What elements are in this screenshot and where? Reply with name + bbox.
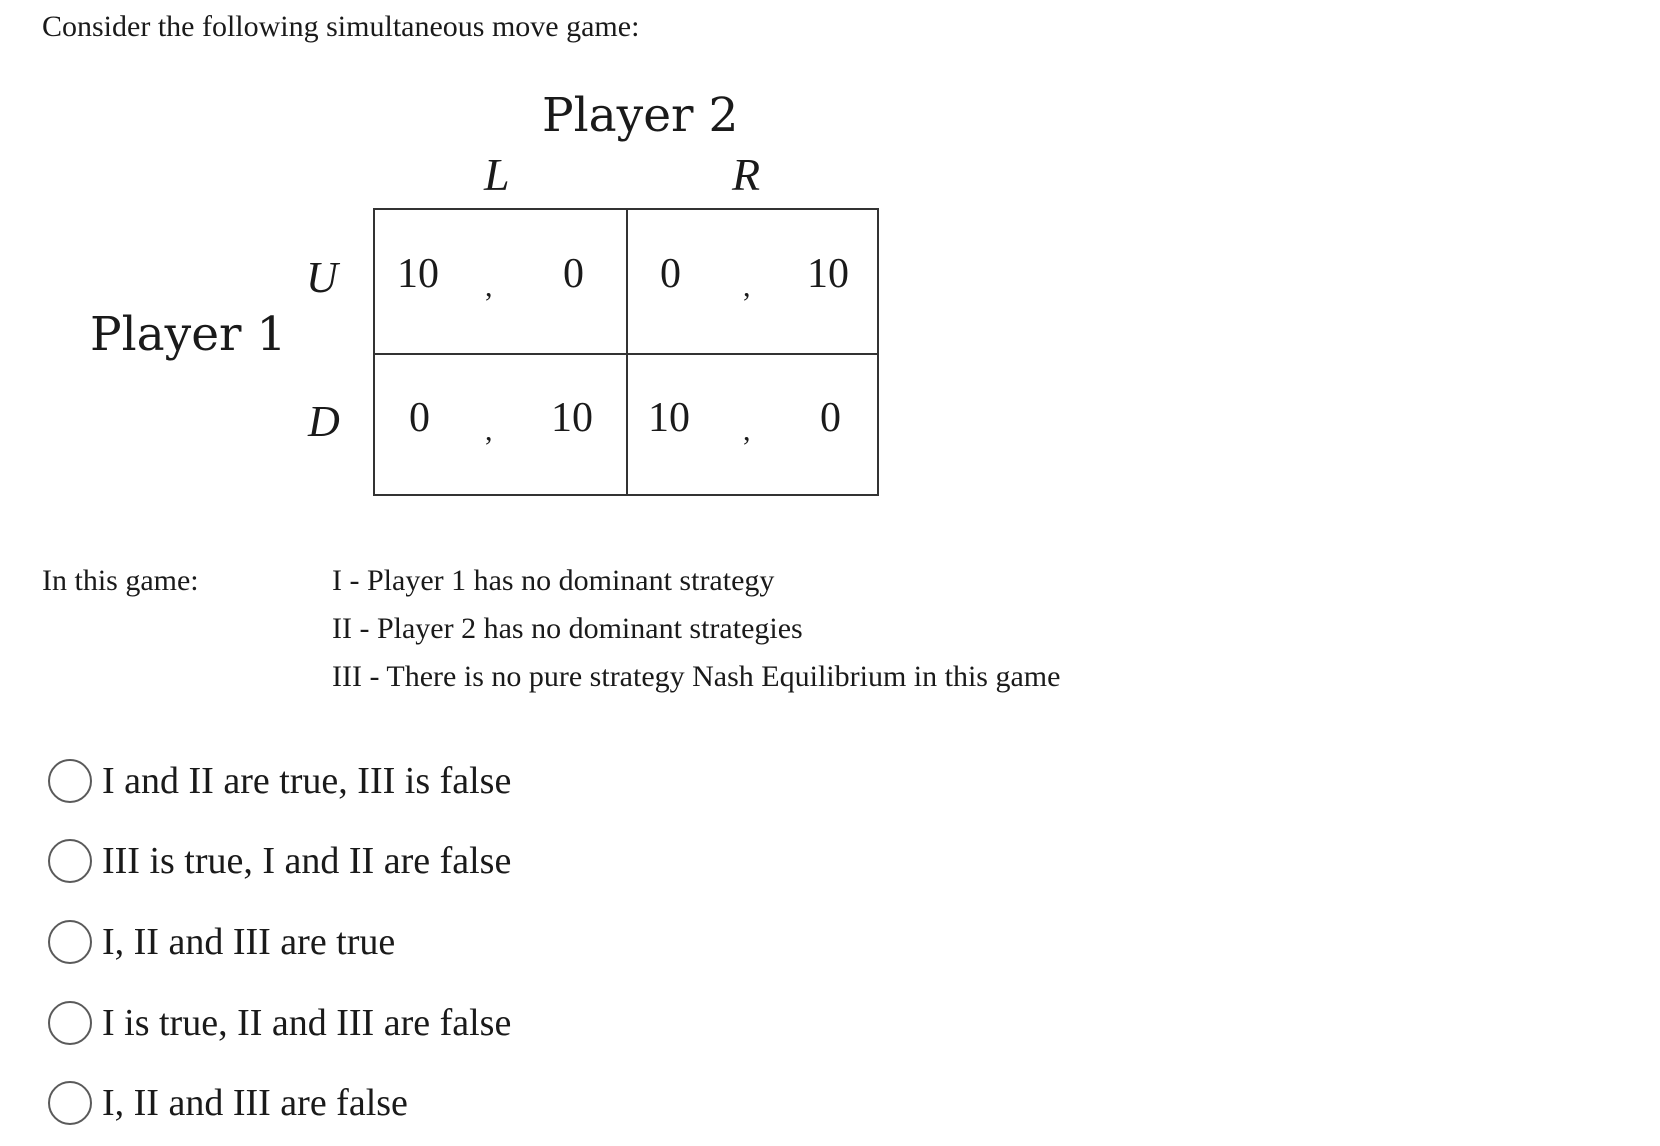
payoff-d-r-player1: 10 xyxy=(648,395,690,441)
answer-option-2[interactable] xyxy=(48,836,511,886)
payoff-u-l-player2: 0 xyxy=(563,251,584,297)
radio-button[interactable] xyxy=(48,1081,92,1125)
payoff-separator: , xyxy=(485,270,493,303)
answer-option-1[interactable] xyxy=(48,756,511,806)
payoff-separator: , xyxy=(743,414,751,447)
matrix-divider-vertical xyxy=(626,210,628,494)
answer-option-label: I, II and III are true xyxy=(102,921,396,963)
radio-button[interactable] xyxy=(48,920,92,964)
radio-button[interactable] xyxy=(48,839,92,883)
statement-ii: II - Player 2 has no dominant strategies xyxy=(332,612,803,645)
payoff-separator: , xyxy=(485,414,493,447)
answer-option-4[interactable] xyxy=(48,998,511,1048)
player-2-label: Player 2 xyxy=(542,88,739,143)
radio-button[interactable] xyxy=(48,759,92,803)
answer-option-5[interactable] xyxy=(48,1078,408,1128)
row-label-d: D xyxy=(308,397,340,446)
payoff-matrix xyxy=(373,208,879,496)
question-lead: In this game: xyxy=(42,564,199,597)
payoff-d-r-player2: 0 xyxy=(820,395,841,441)
payoff-d-l-player1: 0 xyxy=(409,395,430,441)
column-label-r: R xyxy=(732,149,761,200)
question-intro: Consider the following simultaneous move game: xyxy=(42,10,640,43)
column-label-l: L xyxy=(484,149,510,200)
answer-option-label: I and II are true, III is false xyxy=(102,760,512,802)
radio-button[interactable] xyxy=(48,1001,92,1045)
row-label-u: U xyxy=(306,253,338,302)
answer-option-label: I, II and III are false xyxy=(102,1082,408,1124)
payoff-d-l-player2: 10 xyxy=(551,395,593,441)
payoff-separator: , xyxy=(743,270,751,303)
player-1-label: Player 1 xyxy=(90,307,287,362)
answer-option-label: III is true, I and II are false xyxy=(102,840,512,882)
payoff-u-l-player1: 10 xyxy=(397,251,439,297)
statement-i: I - Player 1 has no dominant strategy xyxy=(332,564,775,597)
statement-iii: III - There is no pure strategy Nash Equilibrium in this game xyxy=(332,660,1061,693)
payoff-u-r-player2: 10 xyxy=(807,251,849,297)
matrix-divider-horizontal xyxy=(375,353,877,355)
answer-option-3[interactable] xyxy=(48,917,395,967)
answer-option-label: I is true, II and III are false xyxy=(102,1002,512,1044)
payoff-u-r-player1: 0 xyxy=(660,251,681,297)
